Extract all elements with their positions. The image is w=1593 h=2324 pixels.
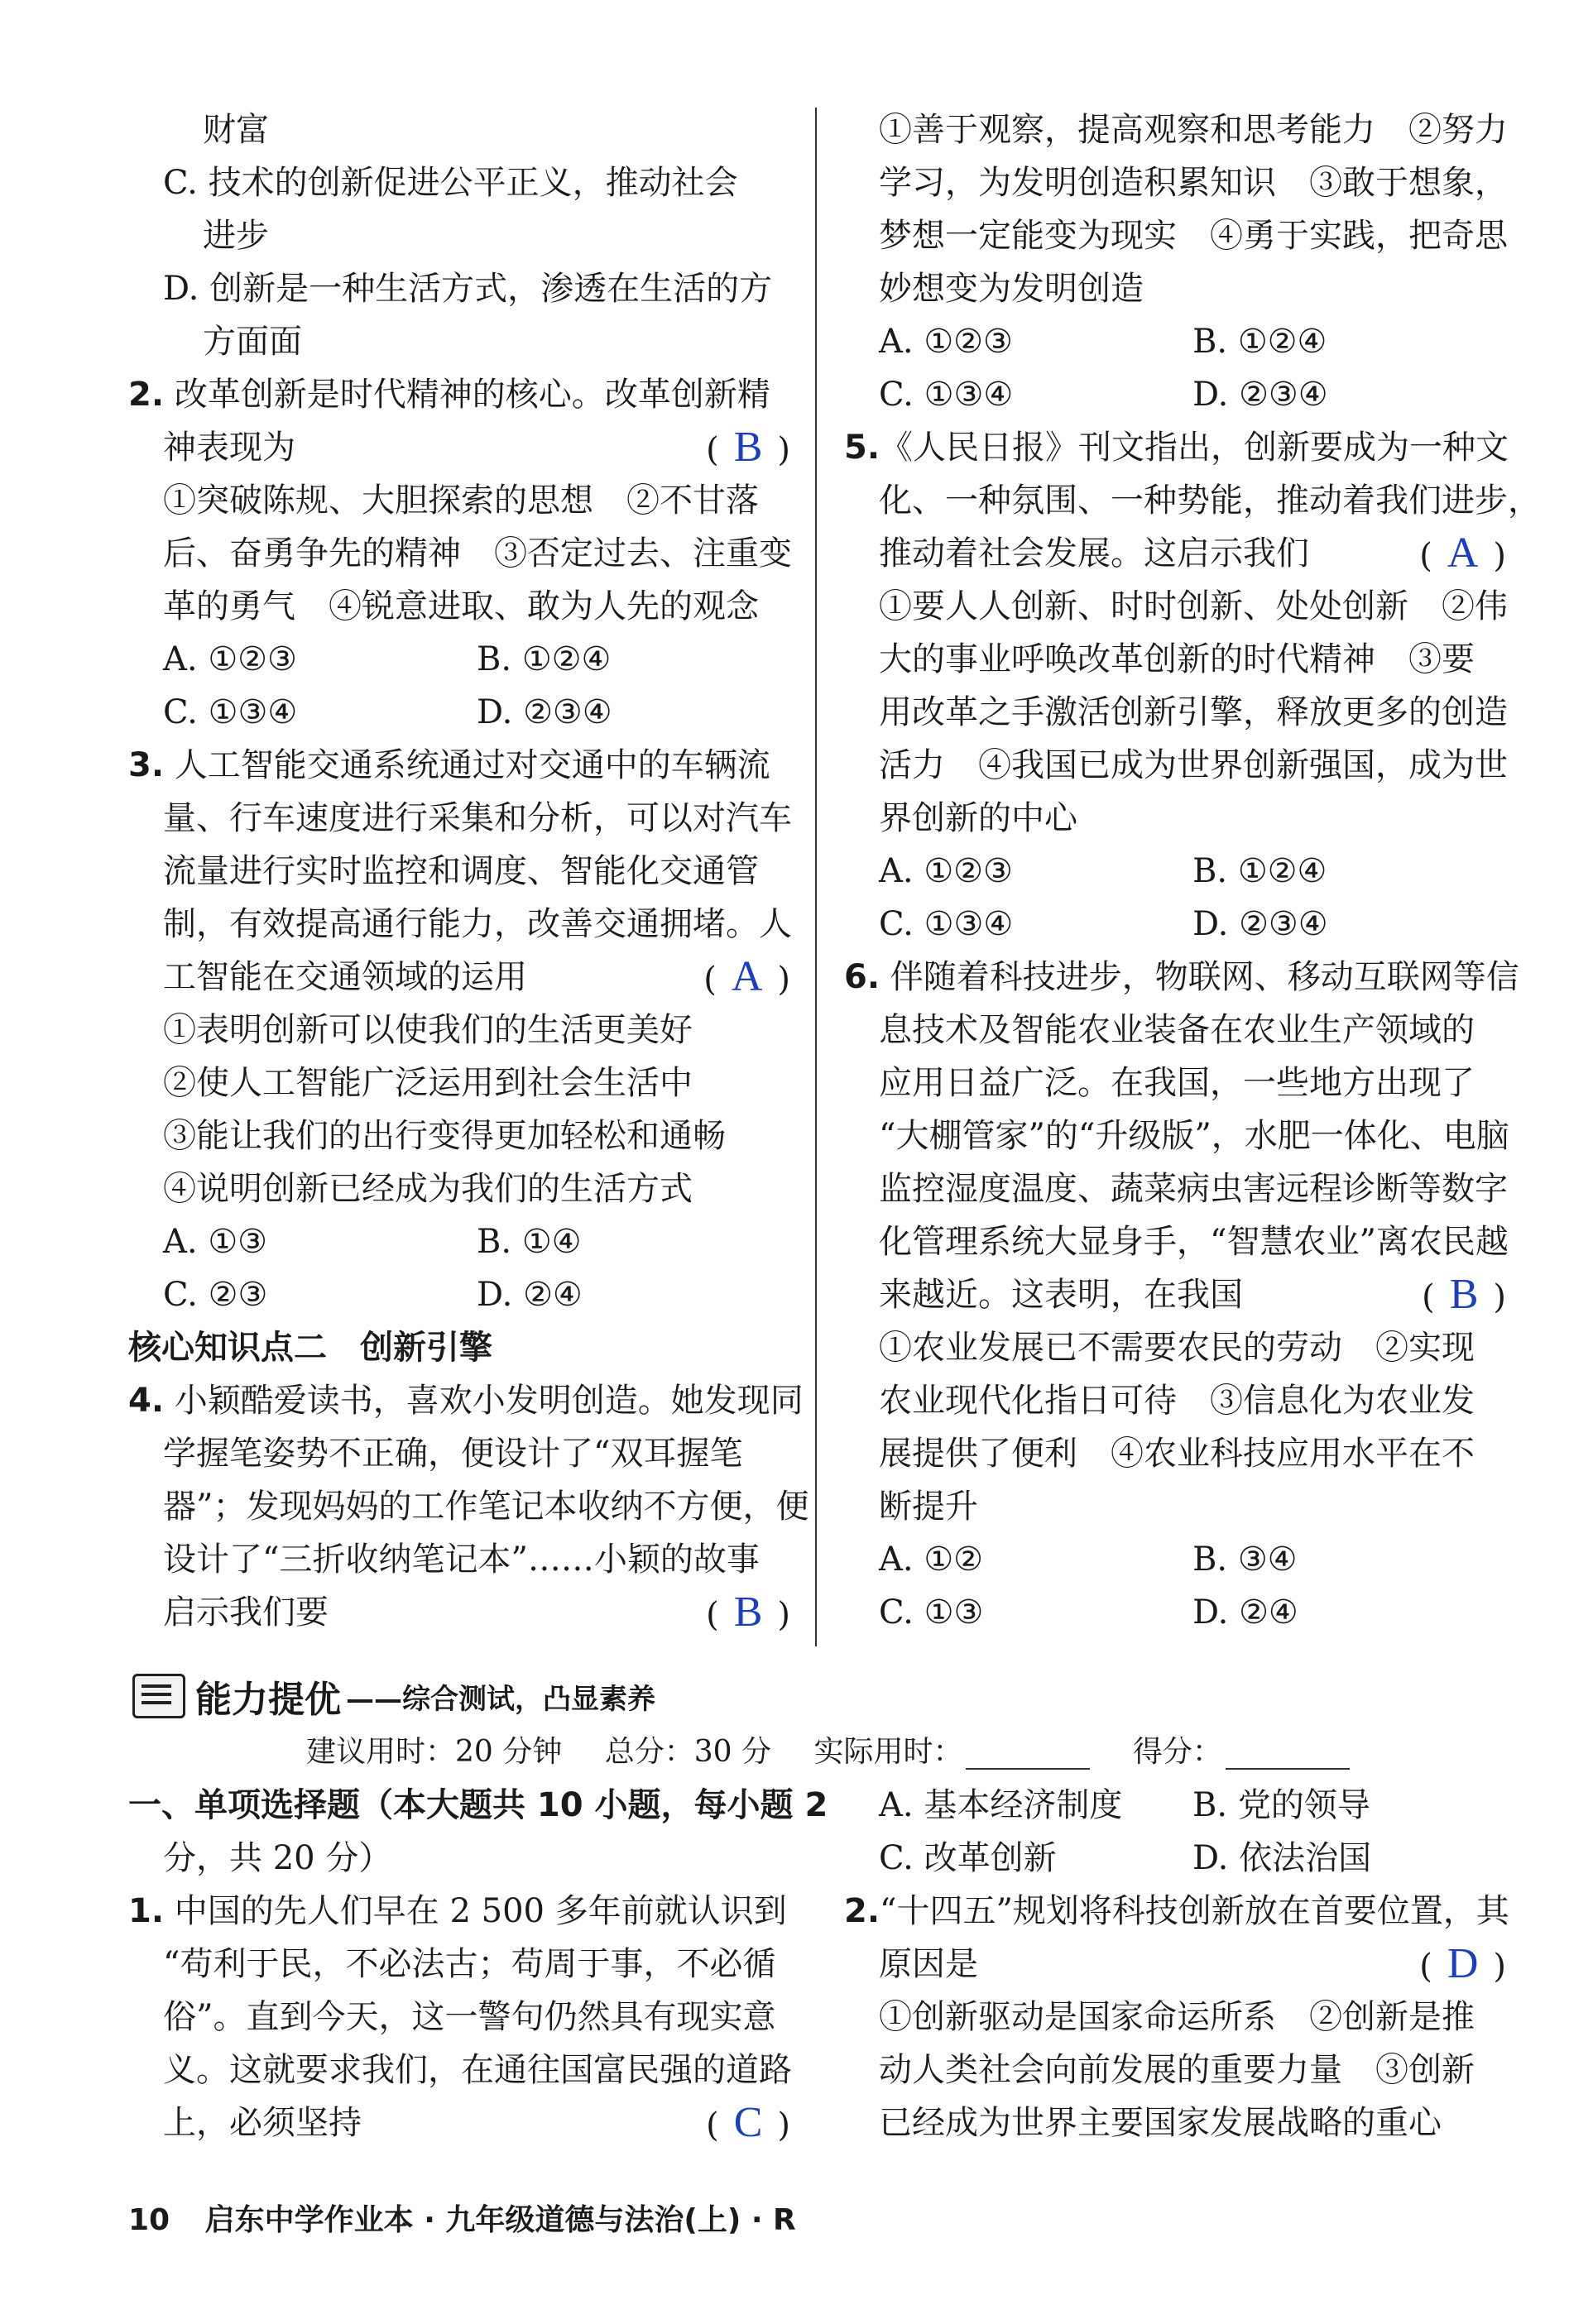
q5-options-row1 xyxy=(844,845,1506,898)
q4-stem-line: 器”；发现妈妈的工作笔记本收纳不方便，便 xyxy=(163,1488,809,1526)
p2q1-stem-line: 义。这就要求我们，在通往国富民强的道路 xyxy=(163,2051,792,2089)
q3-option-a: A. ①③ xyxy=(163,1223,268,1261)
q2-option-d: D. ②③④ xyxy=(477,693,612,731)
option-c-line1: C. 技术的创新促进公平正义，推动社会 xyxy=(163,164,738,202)
q5-item-line: 界创新的中心 xyxy=(879,799,1077,837)
q4-options-row2 xyxy=(844,368,1506,421)
p2q2-item-line: 已经成为世界主要国家发展战略的重心 xyxy=(879,2104,1442,2142)
q4-item-line: 学习，为发明创造积累知识 ③敢于想象， xyxy=(879,164,1508,202)
q2-item-line: 后、奋勇争先的精神 ③否定过去、注重变 xyxy=(163,534,792,573)
q5-item-line: ①要人人创新、时时创新、处处创新 ②伟 xyxy=(879,587,1508,625)
p2q2-answer: D xyxy=(1447,1940,1479,1987)
p2q2-item-line: 动人类社会向前发展的重要力量 ③创新 xyxy=(879,2051,1475,2089)
part2-right-column xyxy=(844,1779,1509,2149)
q3-answer-bracket: ( A ) xyxy=(703,953,790,1000)
q3-options-row2 xyxy=(128,1268,790,1321)
q3-item-line: ④说明创新已经成为我们的生活方式 xyxy=(163,1170,693,1208)
q4-stem-line1: 4. 小颖酷爱读书，喜欢小发明创造。她发现同 xyxy=(128,1382,804,1420)
q4-options-row1 xyxy=(844,315,1506,368)
q2-options-row2 xyxy=(128,686,790,739)
q2-number: 2. xyxy=(128,376,165,414)
score-label: 得分： xyxy=(1132,1735,1222,1769)
q6-number: 6. xyxy=(844,958,880,996)
q3-stem-line: 流量进行实时监控和调度、智能化交通管 xyxy=(163,852,759,890)
q2-item-line: ①突破陈规、大胆探索的思想 ②不甘落 xyxy=(163,482,759,520)
q5-item-line: 用改革之手激活创新引擎，释放更多的创造 xyxy=(879,693,1508,731)
q2-option-a: A. ①②③ xyxy=(163,640,297,678)
q3-option-d: D. ②④ xyxy=(477,1276,583,1314)
section-heading: 核心知识点二 创新引擎 xyxy=(128,1329,492,1367)
q2-option-c: C. ①③④ xyxy=(163,693,298,731)
q6-option-d: D. ②④ xyxy=(1192,1593,1298,1632)
q4-item-line: 妙想变为发明创造 xyxy=(879,270,1144,308)
banner-subtitle: ——综合测试，凸显素养 xyxy=(346,1682,655,1716)
book-title: 启东中学作业本 · 九年级道德与法治(上) · R xyxy=(204,2203,796,2237)
q6-item-line: 农业现代化指日可待 ③信息化为农业发 xyxy=(879,1382,1475,1420)
q6-stem-line1: 6. 伴随着科技进步，物联网、移动互联网等信 xyxy=(844,958,1519,996)
p2q1-option-c: C. 改革创新 xyxy=(879,1839,1057,1877)
notebook-icon xyxy=(132,1674,185,1718)
q6-answer: B xyxy=(1449,1271,1479,1318)
q5-item-line: 大的事业呼唤改革创新的时代精神 ③要 xyxy=(879,640,1475,678)
q4-number: 4. xyxy=(128,1382,165,1420)
q6-item-line: 断提升 xyxy=(879,1488,978,1526)
q5-number: 5. xyxy=(844,429,880,467)
q4-option-c: C. ①③④ xyxy=(879,376,1014,414)
q2-options-row1 xyxy=(128,633,790,686)
q4-stem-line5: 启示我们要 ( B ) xyxy=(128,1586,790,1639)
p2q2-stem-line2: 原因是 ( D ) xyxy=(844,1938,1506,1991)
option-c-line2: 进步 xyxy=(203,217,269,255)
q3-stem-line1: 3. 人工智能交通系统通过对交通中的车辆流 xyxy=(128,746,770,784)
p2q1-options-row1 xyxy=(844,1779,1506,1832)
p2q1-number: 1. xyxy=(128,1892,165,1930)
q3-item-line: ③能让我们的出行变得更加轻松和通畅 xyxy=(163,1117,726,1155)
q3-stem-line5: 工智能在交通领域的运用 ( A ) xyxy=(128,951,790,1004)
q6-item-line: ①农业发展已不需要农民的劳动 ②实现 xyxy=(879,1329,1475,1367)
p2q1-options-row2 xyxy=(844,1832,1506,1885)
q6-options-row1 xyxy=(844,1533,1506,1586)
q6-answer-bracket: ( B ) xyxy=(1422,1271,1506,1318)
q4-stem-line: 学握笔姿势不正确，便设计了“双耳握笔 xyxy=(163,1435,743,1473)
q3-number: 3. xyxy=(128,746,165,784)
q5-option-c: C. ①③④ xyxy=(879,905,1014,943)
p2q1-option-d: D. 依法治国 xyxy=(1192,1839,1372,1877)
score-blank[interactable] xyxy=(1226,1738,1350,1770)
q5-answer: A xyxy=(1447,529,1479,577)
q3-option-b: B. ①④ xyxy=(477,1223,582,1261)
q5-answer-bracket: ( A ) xyxy=(1419,529,1506,577)
banner-title: 能力提优 xyxy=(195,1679,341,1721)
page-footer xyxy=(128,2197,796,2239)
option-d-line2: 方面面 xyxy=(203,323,302,361)
q2-stem-line2: 神表现为 ( B ) xyxy=(128,421,790,474)
q3-answer: A xyxy=(731,953,763,1000)
q4-item-line: ①善于观察，提高观察和思考能力 ②努力 xyxy=(879,111,1508,149)
q6-stem-line7: 来越近。这表明，在我国 ( B ) xyxy=(844,1268,1506,1321)
q4-stem-line: 设计了“三折收纳笔记本”……小颖的故事 xyxy=(163,1541,760,1579)
p2q1-option-a: A. 基本经济制度 xyxy=(879,1786,1123,1824)
q5-options-row2 xyxy=(844,898,1506,951)
q4-option-a: A. ①②③ xyxy=(879,323,1013,361)
q2-option-b: B. ①②④ xyxy=(477,640,612,678)
p2q2-number: 2. xyxy=(844,1892,880,1930)
q5-stem-line1: 5.《人民日报》刊文指出，创新要成为一种文 xyxy=(844,429,1509,467)
q4-option-d: D. ②③④ xyxy=(1192,376,1328,414)
part2-left-column xyxy=(128,1779,828,2149)
q6-option-c: C. ①③ xyxy=(879,1593,984,1632)
test-info-line xyxy=(306,1729,1383,1775)
p2q1-stem-line5: 上，必须坚持 ( C ) xyxy=(128,2096,790,2149)
p2q1-stem-line1: 1. 中国的先人们早在 2 500 多年前就认识到 xyxy=(128,1892,787,1930)
section-banner xyxy=(132,1667,655,1725)
q3-item-line: ②使人工智能广泛运用到社会生活中 xyxy=(163,1064,693,1102)
suggested-time: 建议用时：20 分钟 xyxy=(306,1735,563,1769)
left-column xyxy=(128,103,809,1639)
q3-item-line: ①表明创新可以使我们的生活更美好 xyxy=(163,1011,693,1049)
q5-stem-line: 化、一种氛围、一种势能，推动着我们进步， xyxy=(879,482,1541,520)
q5-option-d: D. ②③④ xyxy=(1192,905,1328,943)
part2-heading-line1: 一、单项选择题（本大题共 10 小题，每小题 2 xyxy=(128,1786,828,1824)
q6-stem-line: 应用日益广泛。在我国，一些地方出现了 xyxy=(879,1064,1475,1102)
q6-option-b: B. ③④ xyxy=(1192,1541,1298,1579)
q6-options-row2 xyxy=(844,1586,1506,1639)
q2-item-line: 革的勇气 ④锐意进取、敢为人先的观念 xyxy=(163,587,759,625)
p2q1-answer-bracket: ( C ) xyxy=(706,2099,790,2146)
q6-stem-line: 监控湿度温度、蔬菜病虫害远程诊断等数字 xyxy=(879,1170,1508,1208)
q6-item-line: 展提供了便利 ④农业科技应用水平在不 xyxy=(879,1435,1475,1473)
p2q1-answer: C xyxy=(733,2099,763,2146)
option-d-line1: D. 创新是一种生活方式，渗透在生活的方 xyxy=(163,270,773,308)
q5-option-b: B. ①②④ xyxy=(1192,852,1327,890)
q6-stem-line: 息技术及智能农业装备在农业生产领域的 xyxy=(879,1011,1475,1049)
p2q1-option-b: B. 党的领导 xyxy=(1192,1786,1370,1824)
q5-stem-line3: 推动着社会发展。这启示我们 ( A ) xyxy=(844,527,1506,580)
q2-answer-bracket: ( B ) xyxy=(706,424,790,471)
q4-option-b: B. ①②④ xyxy=(1192,323,1327,361)
p2q1-stem-line: “苟利于民，不必法古；苟周于事，不必循 xyxy=(163,1945,776,1983)
q6-option-a: A. ①② xyxy=(879,1541,984,1579)
q5-item-line: 活力 ④我国已成为世界创新强国，成为世 xyxy=(879,746,1508,784)
q2-stem-line1: 2. 改革创新是时代精神的核心。改革创新精 xyxy=(128,376,770,414)
q4-answer: B xyxy=(733,1588,763,1636)
p2q1-stem-line: 俗”。直到今天，这一警句仍然具有现实意 xyxy=(163,1998,776,2036)
p2q2-answer-bracket: ( D ) xyxy=(1419,1940,1506,1987)
right-column xyxy=(844,103,1541,1639)
q6-stem-line: 化管理系统大显身手，“智慧农业”离农民越 xyxy=(879,1223,1509,1261)
q3-options-row1 xyxy=(128,1215,790,1268)
q2-answer: B xyxy=(733,424,763,471)
q6-stem-line: “大棚管家”的“升级版”，水肥一体化、电脑 xyxy=(879,1117,1509,1155)
part2-heading-line2: 分，共 20 分） xyxy=(163,1839,392,1877)
p2q2-item-line: ①创新驱动是国家命运所系 ②创新是推 xyxy=(879,1998,1475,2036)
p2q2-stem-line1: 2.“十四五”规划将科技创新放在首要位置，其 xyxy=(844,1892,1509,1930)
actual-time-label: 实际用时： xyxy=(813,1735,963,1769)
q5-option-a: A. ①②③ xyxy=(879,852,1013,890)
q3-stem-line: 制，有效提高通行能力，改善交通拥堵。人 xyxy=(163,905,792,943)
page-number: 10 xyxy=(128,2203,170,2237)
continued-line: 财富 xyxy=(203,111,269,149)
column-divider xyxy=(815,108,817,1646)
total-score: 总分：30 分 xyxy=(604,1735,771,1769)
q4-item-line: 梦想一定能变为现实 ④勇于实践，把奇思 xyxy=(879,217,1508,255)
actual-time-blank[interactable] xyxy=(966,1738,1090,1770)
q3-option-c: C. ②③ xyxy=(163,1276,268,1314)
q3-stem-line: 量、行车速度进行采集和分析，可以对汽车 xyxy=(163,799,792,837)
q4-answer-bracket: ( B ) xyxy=(706,1588,790,1636)
